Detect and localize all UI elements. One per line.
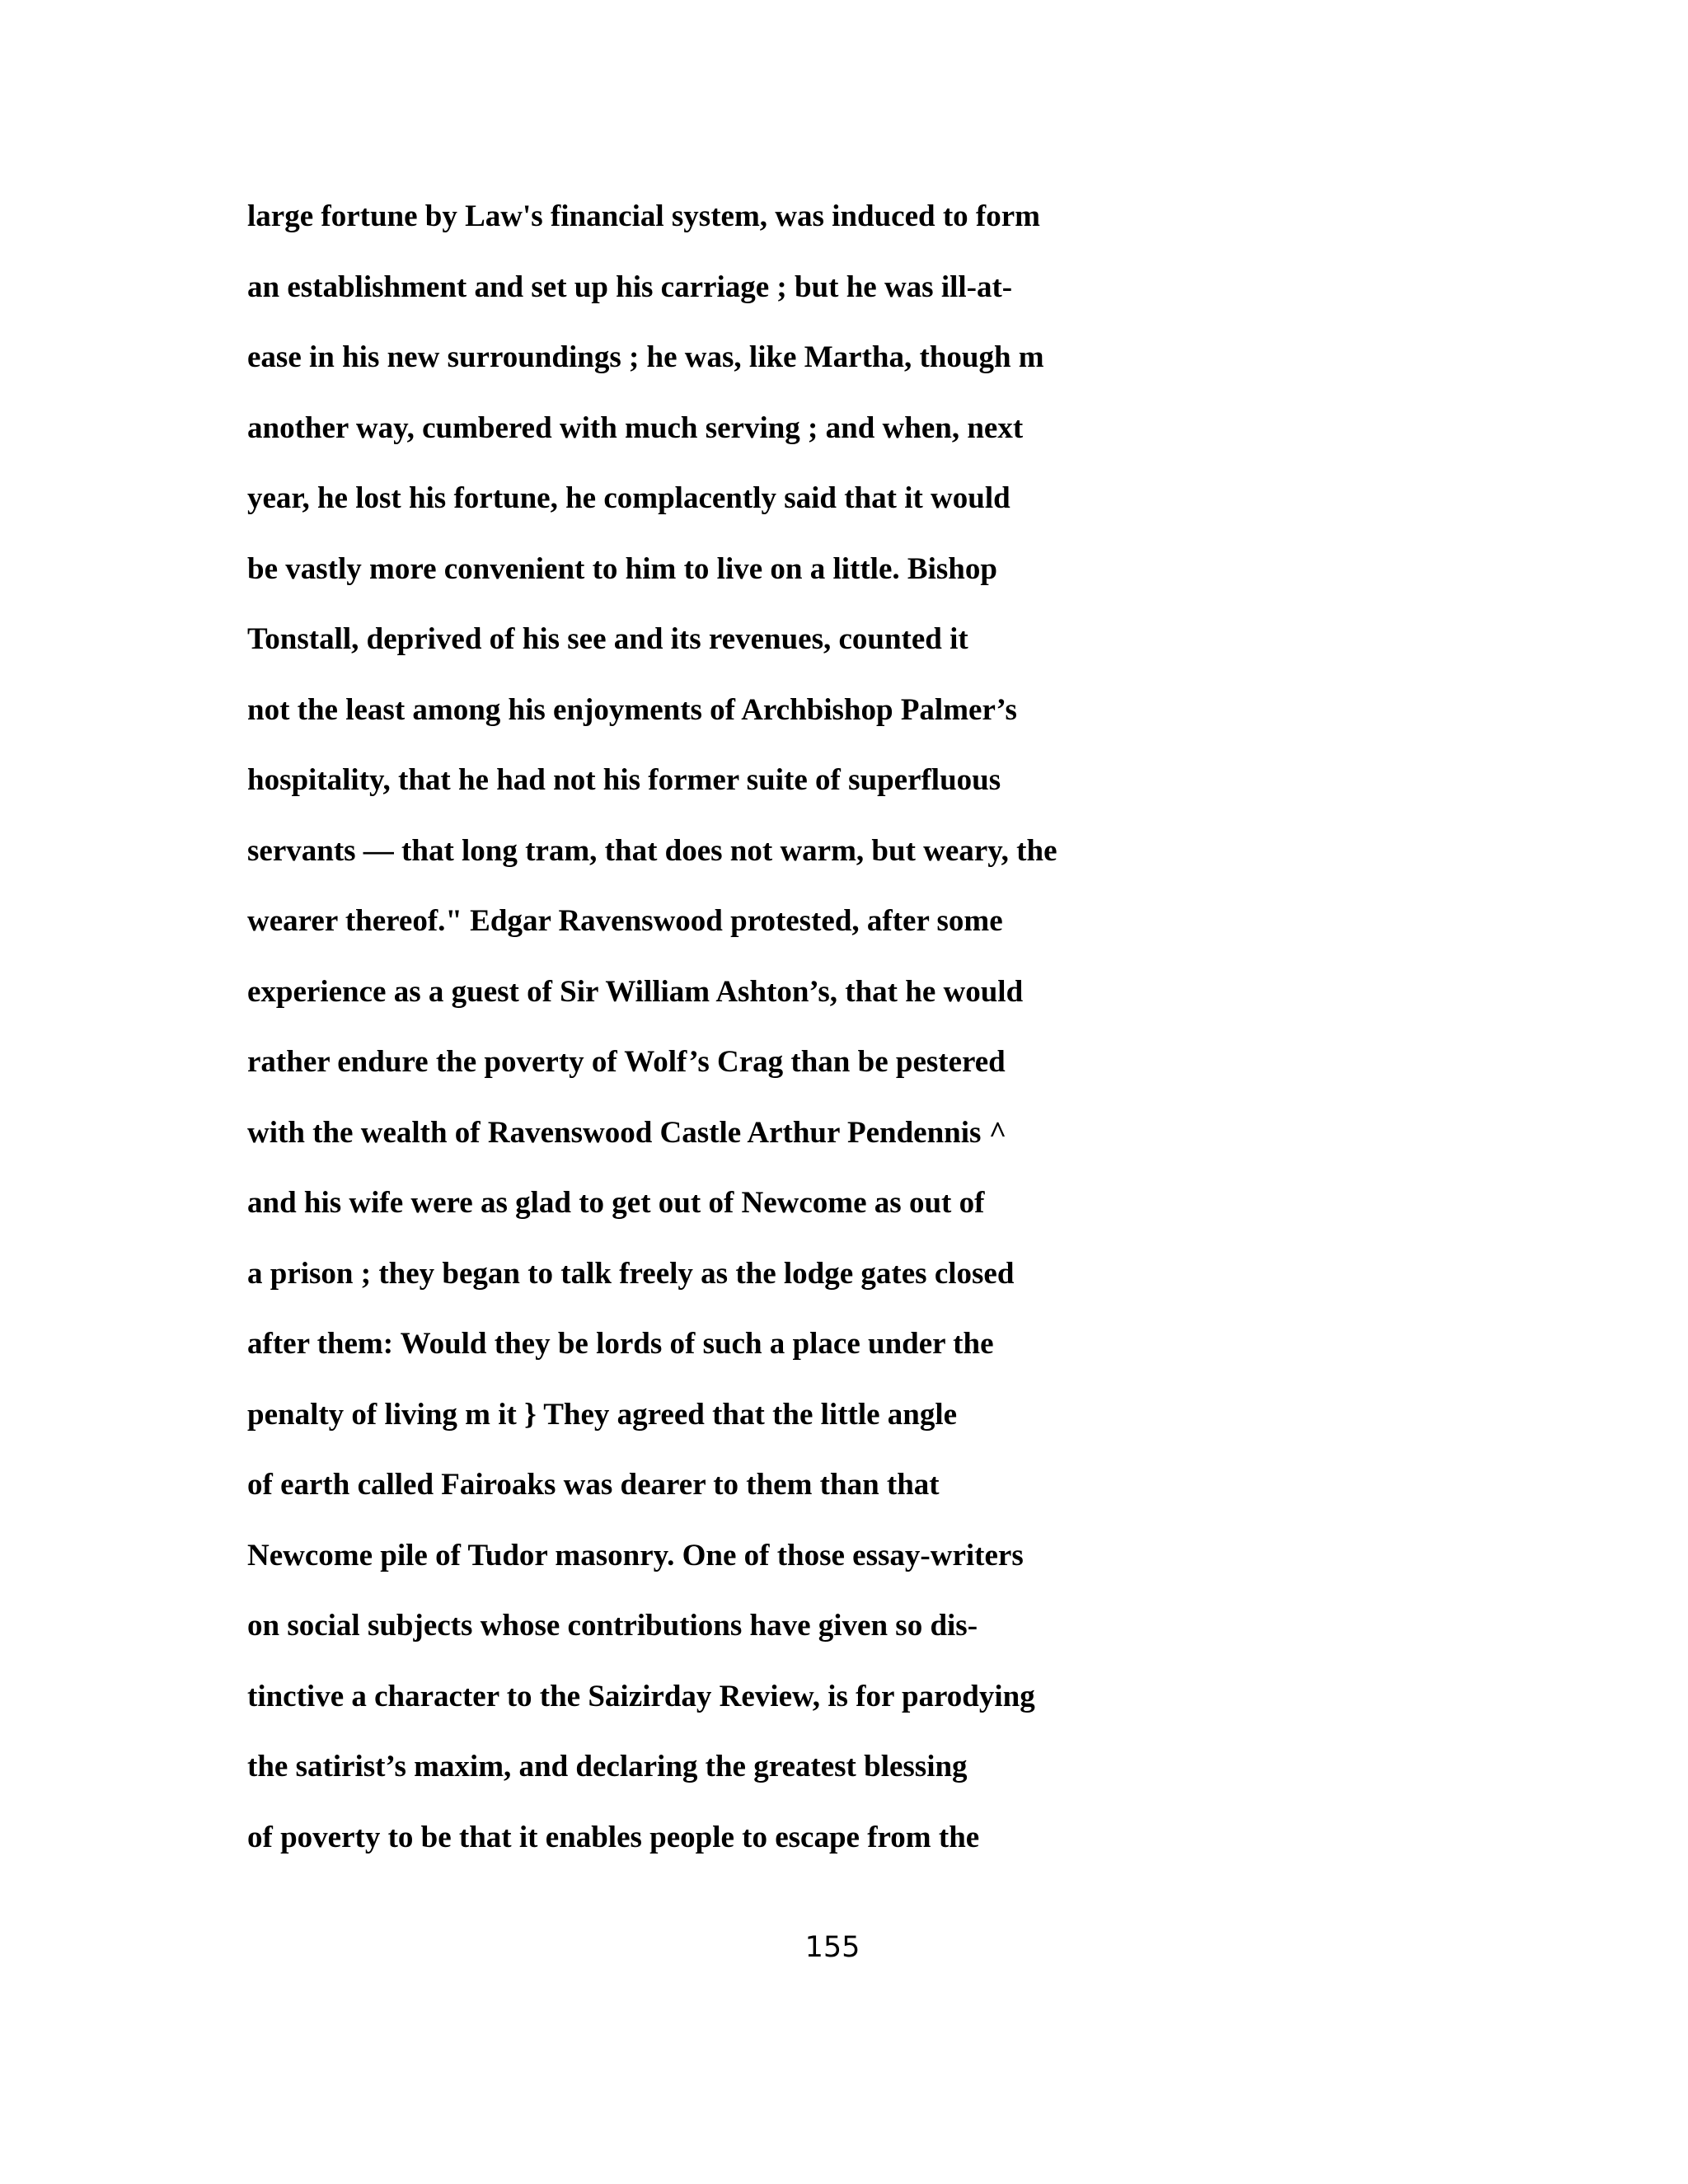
page-number: 155: [804, 1931, 860, 1964]
text-line: experience as a guest of Sir William Ashton’s, that he would: [247, 974, 1024, 1009]
text-line: hospitality, that he had not his former suite of superfluous: [247, 763, 1001, 797]
text-line: a prison ; they began to talk freely as the lodge gates closed: [247, 1256, 1015, 1291]
text-line: with the wealth of Ravenswood Castle Arthur Pendennis ^: [247, 1115, 1007, 1150]
text-line: servants — that long tram, that does not warm, but weary, the: [247, 833, 1057, 868]
text-line: penalty of living m it } They agreed that the little angle: [247, 1397, 958, 1432]
text-line: wearer thereof." Edgar Ravenswood protested, after some: [247, 904, 1003, 938]
text-line: ease in his new surroundings ; he was, like Martha, though m: [247, 340, 1044, 374]
text-line: Newcome pile of Tudor masonry. One of those essay-writers: [247, 1538, 1024, 1572]
text-line: be vastly more convenient to him to live on a little. Bishop: [247, 551, 997, 586]
text-line: another way, cumbered with much serving ; and when, next: [247, 410, 1024, 445]
text-line: and his wife were as glad to get out of Newcome as out of: [247, 1186, 985, 1220]
text-line: the satirist’s maxim, and declaring the greatest blessing: [247, 1750, 968, 1783]
text-line: tinctive a character to the Saizirday Review, is for parodying: [247, 1679, 1035, 1713]
text-line: on social subjects whose contributions have given so dis-: [247, 1609, 978, 1643]
text-line: of poverty to be that it enables people to escape from the: [247, 1820, 980, 1854]
text-line: Tonstall, deprived of his see and its revenues, counted it: [247, 622, 968, 656]
text-line: not the least among his enjoyments of Archbishop Palmer’s: [247, 692, 1017, 727]
text-line: after them: Would they be lords of such a place under the: [247, 1327, 994, 1361]
text-line: of earth called Fairoaks was dearer to them than that: [247, 1468, 940, 1502]
text-line: large fortune by Law's financial system, was induced to form: [247, 199, 1040, 233]
text-line: an establishment and set up his carriage ; but he was ill-at-: [247, 269, 1013, 304]
text-line: year, he lost his fortune, he complacently said that it would: [247, 481, 1010, 515]
body-text: [247, 192, 1484, 1883]
text-line: rather endure the poverty of Wolf’s Crag than be pestered: [247, 1045, 1006, 1079]
